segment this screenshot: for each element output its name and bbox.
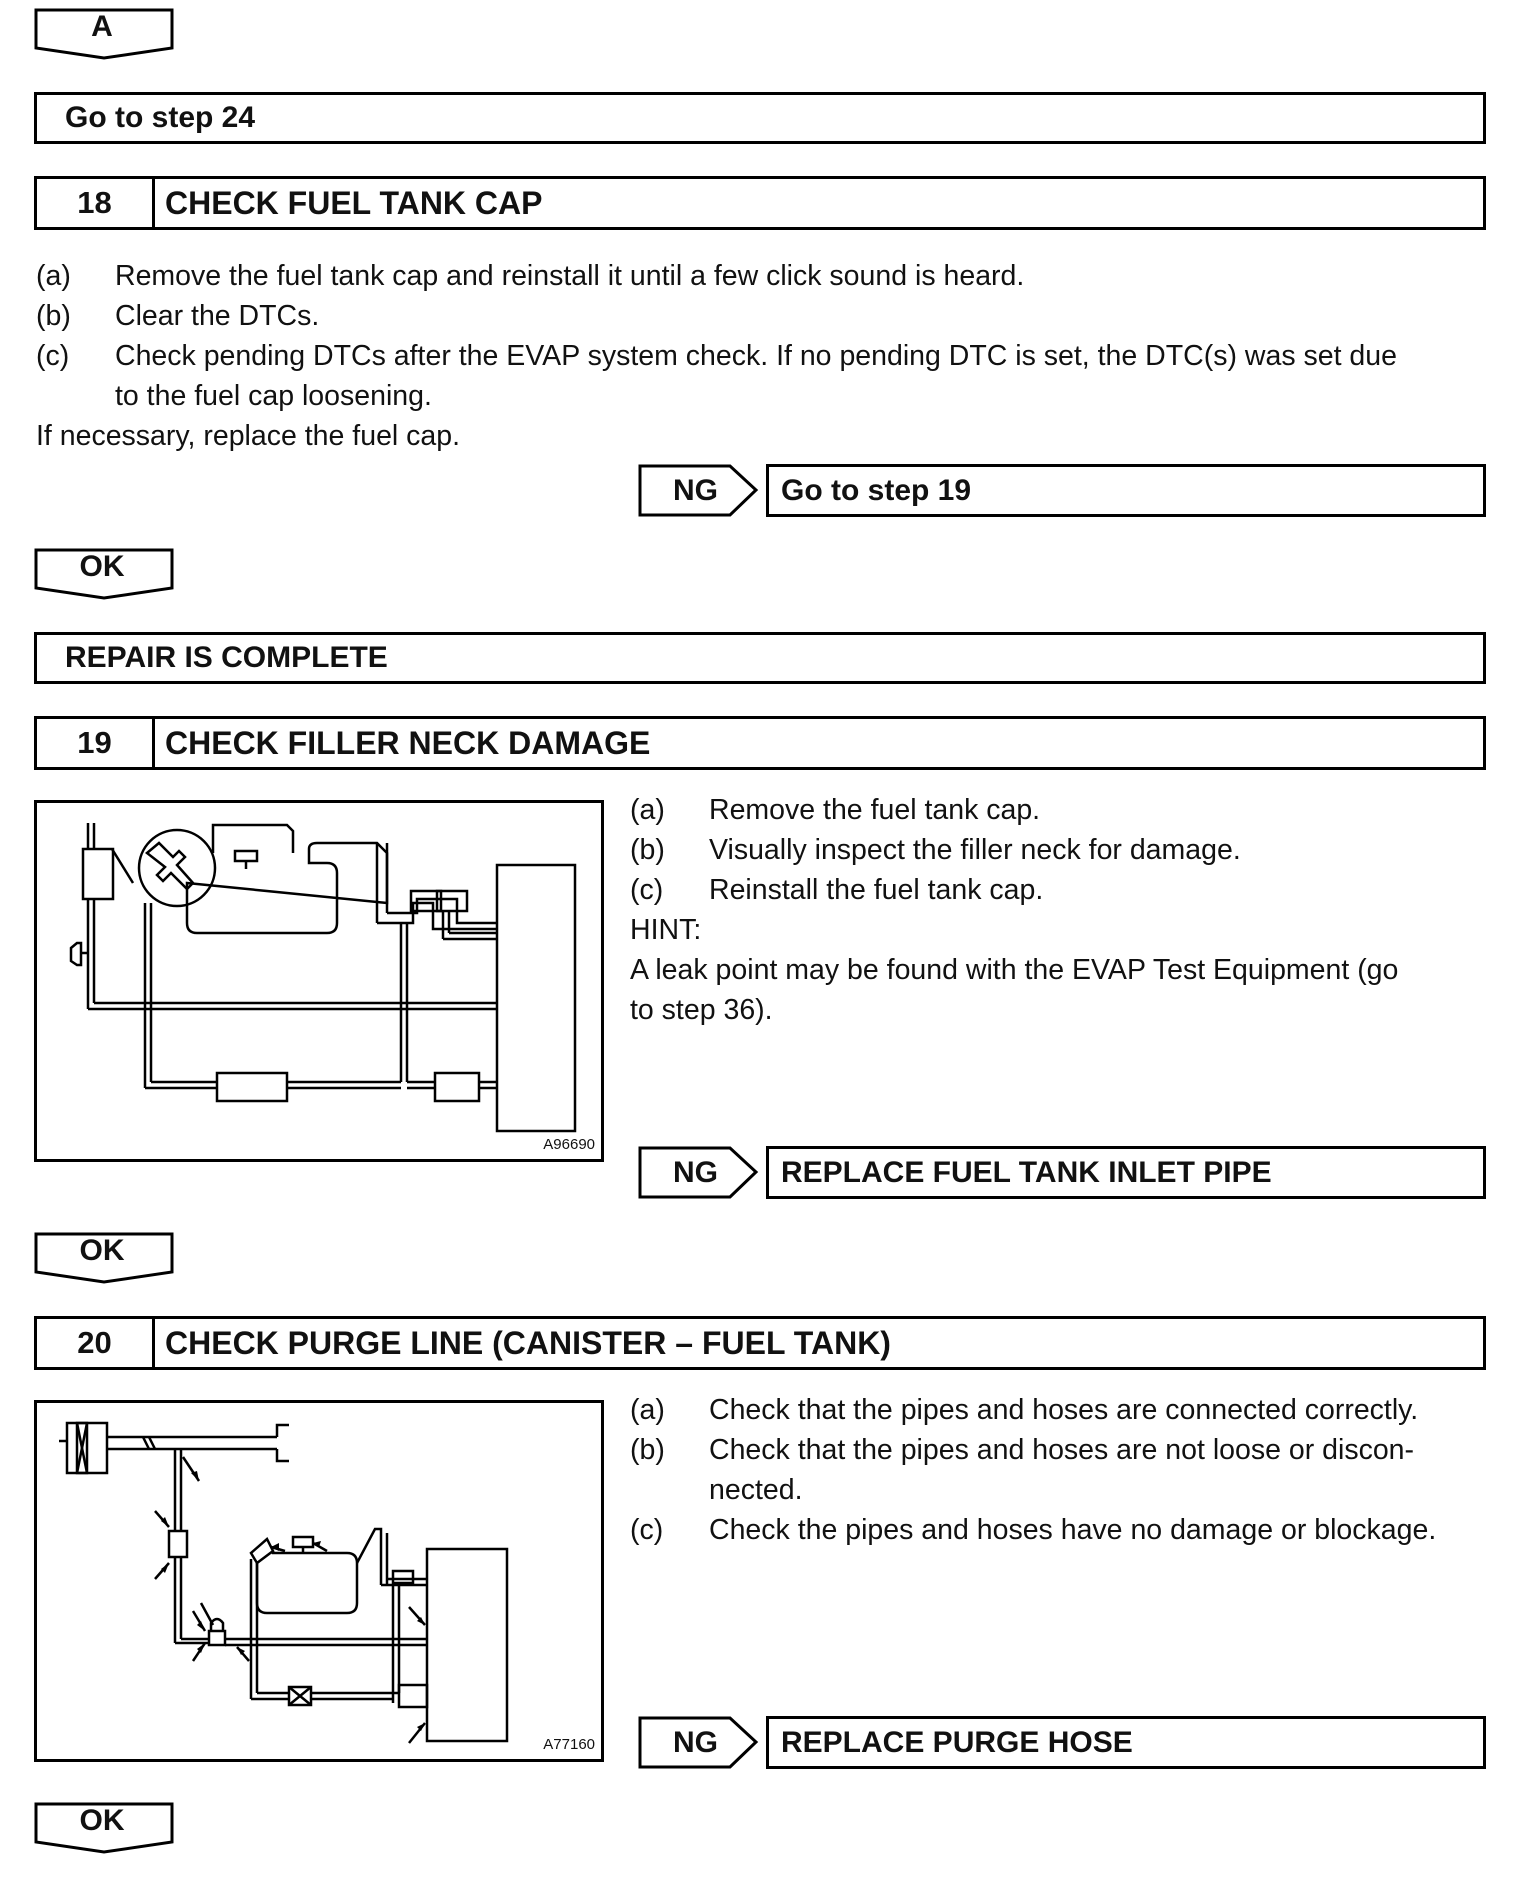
tag-a — [34, 8, 174, 60]
step-20-ng-target[interactable]: REPLACE PURGE HOSE — [766, 1716, 1486, 1769]
purge-line-schematic-icon — [37, 1403, 601, 1759]
figure-code-a77160: A77160 — [543, 1736, 595, 1753]
step-18-header — [34, 176, 1486, 230]
figure-code-a96690: A96690 — [543, 1136, 595, 1153]
step-18-item-c-cont: to the fuel cap loosening. — [115, 380, 432, 412]
step-19-hint-label: HINT: — [630, 914, 702, 946]
step-20-header — [34, 1316, 1486, 1370]
step-19-header — [34, 716, 1486, 770]
go-to-step-24-text: Go to step 24 — [65, 101, 256, 134]
repair-complete-text: REPAIR IS COMPLETE — [65, 641, 388, 674]
filler-neck-diagram — [34, 800, 604, 1162]
step-18-title: CHECK FUEL TANK CAP — [165, 184, 543, 221]
step-19-number: 19 — [37, 719, 155, 767]
step-19-ng-label: NG — [673, 1155, 718, 1189]
step-18-ok-tag — [34, 548, 174, 600]
step-19-ok-label: OK — [79, 1234, 125, 1267]
filler-neck-schematic-icon — [37, 803, 601, 1159]
step-19-hint-text-1: A leak point may be found with the EVAP Test Equipment (go — [630, 954, 1399, 986]
step-20-ng-branch[interactable] — [638, 1716, 1486, 1769]
step-18-number: 18 — [37, 179, 155, 227]
step-20-number: 20 — [37, 1319, 155, 1367]
step-18-ng-branch[interactable] — [638, 464, 1486, 517]
step-19-title: CHECK FILLER NECK DAMAGE — [165, 724, 651, 761]
step-19-ng-branch[interactable] — [638, 1146, 1486, 1199]
go-to-step-24-box[interactable] — [34, 92, 1486, 144]
step-20-ok-label: OK — [79, 1804, 125, 1837]
step-18-ok-label: OK — [79, 550, 125, 583]
step-19-ng-target[interactable]: REPLACE FUEL TANK INLET PIPE — [766, 1146, 1486, 1199]
step-20-title: CHECK PURGE LINE (CANISTER – FUEL TANK) — [165, 1324, 891, 1361]
tag-a-label: A — [91, 10, 113, 43]
purge-line-diagram — [34, 1400, 604, 1762]
step-18-note: If necessary, replace the fuel cap. — [36, 420, 461, 452]
step-19-ok-tag — [34, 1232, 174, 1284]
step-18-ng-label: NG — [673, 473, 718, 507]
step-20-item-b-cont: nected. — [709, 1474, 803, 1506]
repair-complete-box — [34, 632, 1486, 684]
step-19-hint-text-2: to step 36). — [630, 994, 773, 1026]
step-20-ng-label: NG — [673, 1725, 718, 1759]
step-20-ok-tag — [34, 1802, 174, 1854]
step-18-ng-target[interactable]: Go to step 19 — [766, 464, 1486, 517]
